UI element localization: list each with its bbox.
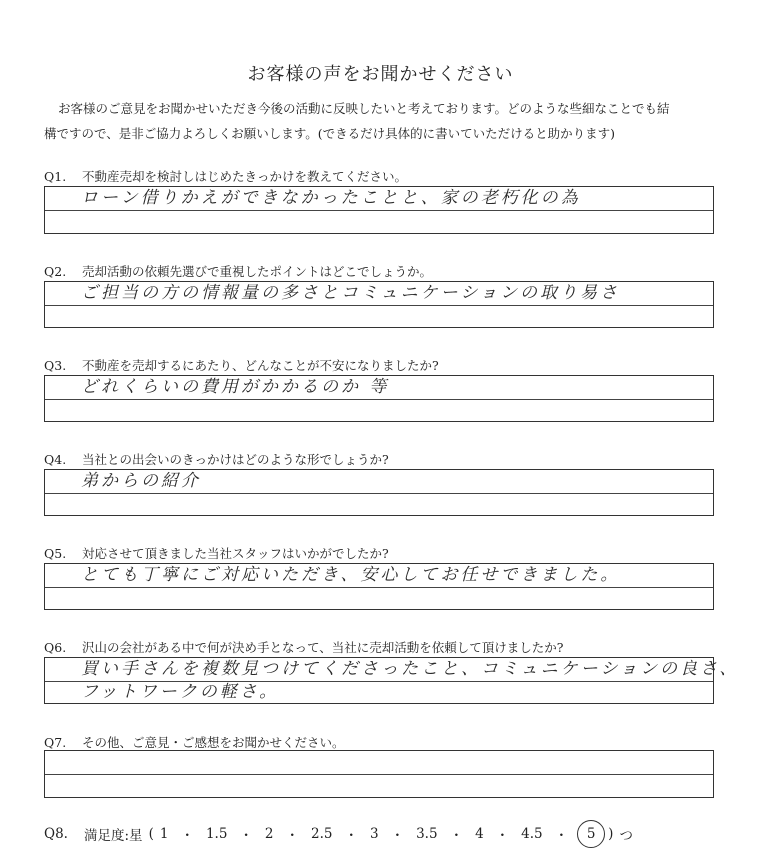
rating-option-5-selected[interactable]: 5 [577,820,605,848]
question-text: 売却活動の依頼先選びで重視したポイントはどこでしょうか。 [82,264,433,279]
answer-line-1[interactable] [45,470,713,494]
question-text: その他、ご意見・ご感想をお聞かせください。 [82,735,345,750]
separator: ・ [180,828,194,844]
answer-box-5[interactable] [44,563,714,610]
separator: ・ [285,828,300,844]
handwritten-answer: ローン借りかえができなかったことと、家の老朽化の為 [81,188,581,208]
answer-box-6[interactable] [44,657,740,704]
answer-line-1[interactable] [45,751,713,775]
question-number: Q4. [44,452,67,467]
question-text: 沢山の会社がある中で何が決め手となって、当社に売却活動を依頼して頂けましたか? [82,640,564,655]
answer-line-2[interactable] [45,493,713,516]
handwritten-answer: ご担当の方の情報量の多さとコミュニケーションの取り易さ [81,283,620,303]
question-number: Q3. [44,358,67,373]
answer-line-1[interactable] [45,282,713,306]
rating-option-4-5[interactable]: 4.5 [521,826,543,842]
rating-option-2[interactable]: 2 [264,826,274,842]
question-6 [44,638,563,656]
satisfaction-suffix: つ [619,828,633,844]
question-4 [44,450,389,468]
separator: ・ [449,828,464,844]
rating-option-2-5[interactable]: 2.5 [311,826,333,842]
question-2 [44,262,432,280]
answer-line-1[interactable] [45,564,713,588]
rating-option-3-5[interactable]: 3.5 [416,826,438,842]
survey-title: お客様の声をお聞かせください [247,64,514,85]
rating-option-4[interactable]: 4 [475,826,484,842]
satisfaction-label: 満足度:星 [84,828,143,844]
answer-box-2[interactable] [44,281,714,328]
separator: ・ [554,828,569,844]
question-text: 当社との出会いのきっかけはどのような形でしょうか? [82,452,389,467]
question-number: Q1. [44,169,67,184]
handwritten-answer: 弟からの紹介 [81,471,201,491]
answer-line-1[interactable] [45,187,713,211]
answer-line-1[interactable] [45,376,713,400]
answer-line-2[interactable] [45,587,713,610]
answer-line-2[interactable] [45,305,713,328]
rating-option-1-5[interactable]: 1.5 [205,826,228,842]
open-paren: ( [148,826,154,842]
question-text: 対応させて頂きました当社スタッフはいかがでしたか? [82,546,389,561]
answer-box-7[interactable] [44,750,714,798]
close-paren: ) [608,826,614,842]
intro-line-2: 構ですので、是非ご協力よろしくお願いします。(できるだけ具体的に書いていただけると助かります) [44,126,616,141]
handwritten-answer: フットワークの軽さ。 [81,681,280,702]
question-3 [44,356,439,374]
answer-box-3[interactable] [44,375,714,422]
rating-option-3[interactable]: 3 [370,826,379,842]
question-7 [44,733,345,751]
separator: ・ [390,828,405,844]
handwritten-answer: どれくらいの費用がかかるのか 等 [81,377,390,397]
separator: ・ [239,828,253,844]
rating-option-1[interactable]: 1 [159,826,169,842]
question-number: Q7. [44,735,67,750]
question-number: Q6. [44,640,67,655]
handwritten-answer: 買い手さんを複数見つけてくださったこと、コミュニケーションの良さ、 [81,659,740,679]
separator: ・ [344,828,358,844]
separator: ・ [495,828,510,844]
intro-line-1: お客様のご意見をお聞かせいただき今後の活動に反映したいと考えております。どのような些細なことでも結 [58,101,670,116]
question-number: Q5. [44,546,67,561]
answer-box-4[interactable] [44,469,714,516]
answer-line-2[interactable] [45,774,713,797]
answer-line-2[interactable] [45,399,713,422]
question-text: 不動産を売却するにあたり、どんなことが不安になりましたか? [82,358,439,373]
question-text: 不動産売却を検討しはじめたきっかけを教えてください。 [82,169,408,184]
question-number: Q8. [44,826,68,842]
answer-box-1[interactable] [44,186,714,234]
answer-line-1[interactable] [45,658,740,682]
question-1 [44,167,407,185]
satisfaction-rating [44,820,633,848]
question-5 [44,544,389,562]
answer-line-2[interactable] [45,210,713,233]
answer-line-2[interactable] [45,681,713,704]
question-number: Q2. [44,264,67,279]
intro-text [44,96,724,146]
handwritten-answer: とても丁寧にご対応いただき、安心してお任せできました。 [81,565,621,585]
